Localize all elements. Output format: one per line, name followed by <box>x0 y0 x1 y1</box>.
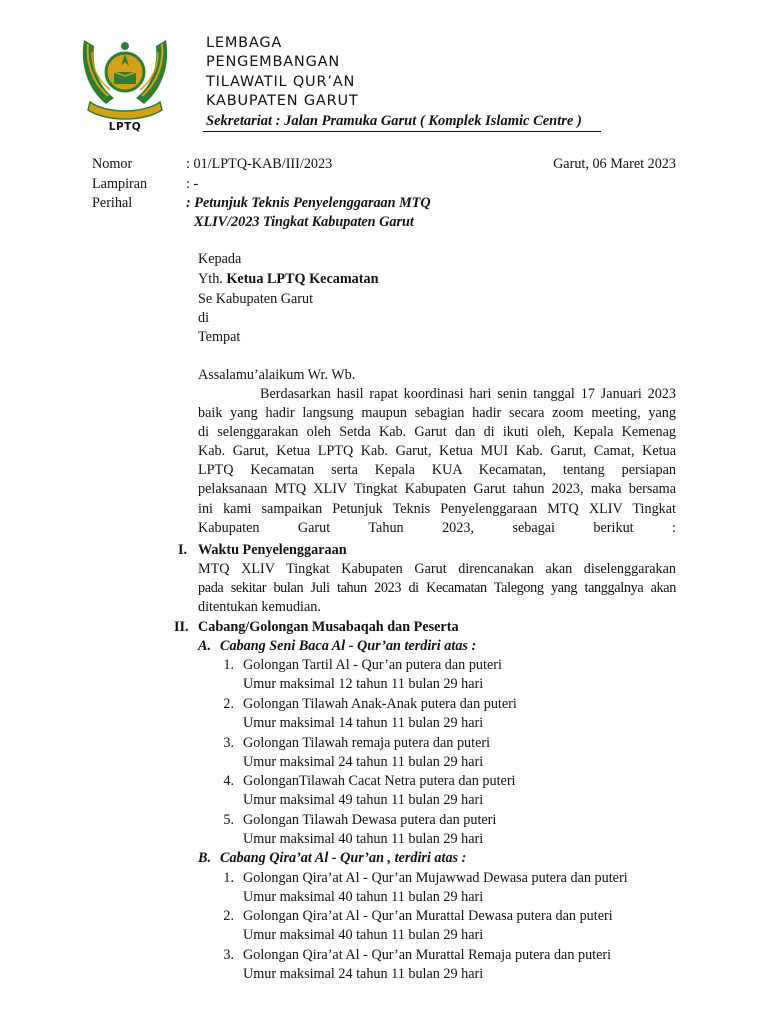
letterhead-divider <box>203 131 601 132</box>
section-i-text <box>198 560 676 617</box>
subsection-b-letter: B. <box>198 850 212 866</box>
recipient-title: Ketua LPTQ Kecamatan <box>226 271 379 287</box>
list-item-name: Golongan Qira’at Al - Qur’an Murattal Dewasa putera dan puteri <box>243 908 613 924</box>
lampiran-value: : - <box>186 176 199 192</box>
lptq-logo <box>76 32 174 120</box>
section-ii-title: Cabang/Golongan Musabaqah dan Peserta <box>198 619 459 635</box>
paragraph-line: Kab. Garut, Ketua LPTQ Kab. Garut, Ketua MUI Kab. Garut, Camat, Ketua <box>198 443 676 460</box>
list-item-age: Umur maksimal 12 tahun 11 bulan 29 hari <box>243 676 484 692</box>
nomor-value: : 01/LPTQ-KAB/III/2023 <box>186 156 333 172</box>
greeting: Assalamu’alaikum Wr. Wb. <box>198 367 356 383</box>
secretariat-address: Sekretariat : Jalan Pramuka Garut ( Komplek Islamic Centre ) <box>206 113 582 129</box>
logo-caption: LPTQ <box>108 121 142 133</box>
subsection-b-title: Cabang Qira’at Al - Qur’an , terdiri atas : <box>220 850 467 866</box>
org-line: LEMBAGA <box>206 35 283 51</box>
section-i-line: MTQ XLIV Tingkat Kabupaten Garut direncanakan akan diselenggarakan <box>198 561 676 577</box>
org-line: PENGEMBANGAN <box>206 54 340 71</box>
perihal-value: : Petunjuk Teknis Penyelenggaraan MTQ <box>186 195 431 211</box>
paragraph-line: Kabupaten Garut Tahun 2023, sebagai berikut : <box>198 519 676 536</box>
perihal-value-cont: XLIV/2023 Tingkat Kabupaten Garut <box>194 214 414 230</box>
lampiran-label: Lampiran <box>92 176 148 192</box>
perihal-label: Perihal <box>92 195 133 211</box>
list-item-age: Umur maksimal 40 tahun 11 bulan 29 hari <box>243 889 484 905</box>
list-item-number: 4. <box>223 773 234 789</box>
list-item-name: GolonganTilawah Cacat Netra putera dan puteri <box>243 773 516 789</box>
list-item-age: Umur maksimal 40 tahun 11 bulan 29 hari <box>243 831 484 847</box>
org-line: KABUPATEN GARUT <box>206 93 359 110</box>
recipient-area: Se Kabupaten Garut <box>198 291 314 307</box>
paragraph-line: LPTQ Kecamatan serta Kepala KUA Kecamatan, tentang persiapan <box>198 462 676 479</box>
list-item-name: Golongan Qira’at Al - Qur’an Murattal Remaja putera dan puteri <box>243 947 612 963</box>
list-item-number: 3. <box>223 735 234 751</box>
list-item-age: Umur maksimal 40 tahun 11 bulan 29 hari <box>243 927 484 943</box>
section-i-title: Waktu Penyelenggaraan <box>198 542 347 558</box>
paragraph-line: baik yang hadir langsung maupun sebagian hadir secara zoom meeting, yang <box>198 405 676 422</box>
section-i-line: ditentukan kemudian. <box>198 599 321 616</box>
paragraph-line: di selenggarakan oleh Setda Kab. Garut dan di ikuti oleh, Kepala Kemenag <box>198 424 676 441</box>
list-item-age: Umur maksimal 14 tahun 11 bulan 29 hari <box>243 715 484 731</box>
list-item-age: Umur maksimal 24 tahun 11 bulan 29 hari <box>243 754 484 770</box>
list-item-number: 1. <box>223 657 234 673</box>
opening-paragraph <box>198 385 676 538</box>
section-i-number: I. <box>178 542 188 558</box>
list-item-name: Golongan Tilawah remaja putera dan puteri <box>243 735 491 751</box>
paragraph-line: ini kami sampaikan Petunjuk Teknis Penyelenggaraan MTQ XLIV Tingkat <box>198 500 676 517</box>
subsection-a-title: Cabang Seni Baca Al - Qur’an terdiri atas : <box>220 638 477 654</box>
list-item-number: 2. <box>223 696 234 712</box>
list-item-age: Umur maksimal 24 tahun 11 bulan 29 hari <box>243 966 484 982</box>
list-item-name: Golongan Tilawah Anak-Anak putera dan puteri <box>243 696 517 712</box>
list-item-number: 5. <box>223 812 234 828</box>
list-item-number: 1. <box>223 870 234 886</box>
list-item-number: 2. <box>223 908 234 924</box>
organization-name <box>206 34 359 112</box>
section-ii-number: II. <box>174 619 189 635</box>
nomor-label: Nomor <box>92 156 133 172</box>
recipient-title-line <box>198 270 378 289</box>
paragraph-line: Berdasarkan hasil rapat koordinasi hari senin tanggal 17 Januari 2023 <box>260 386 676 402</box>
subsection-a-letter: A. <box>198 638 212 654</box>
recipient-di: di <box>198 310 210 326</box>
list-item-name: Golongan Tartil Al - Qur’an putera dan puteri <box>243 657 502 673</box>
org-line: TILAWATIL QUR’AN <box>206 73 356 90</box>
letter-date: Garut, 06 Maret 2023 <box>553 156 676 172</box>
section-i-line: pada sekitar bulan Juli tahun 2023 di Kecamatan Talegong yang tanggalnya akan <box>198 580 676 597</box>
list-item-name: Golongan Qira’at Al - Qur’an Mujawwad Dewasa putera dan puteri <box>243 870 628 886</box>
list-item-number: 3. <box>223 947 234 963</box>
list-item-age: Umur maksimal 49 tahun 11 bulan 29 hari <box>243 792 484 808</box>
recipient-tempat: Tempat <box>198 329 241 345</box>
recipient-kepada: Kepada <box>198 251 242 267</box>
recipient-yth: Yth. <box>198 271 223 287</box>
list-item-name: Golongan Tilawah Dewasa putera dan puteri <box>243 812 497 828</box>
paragraph-line: pelaksanaan MTQ XLIV Tingkat Kabupaten Garut tahun 2023, maka bersama <box>198 481 676 498</box>
